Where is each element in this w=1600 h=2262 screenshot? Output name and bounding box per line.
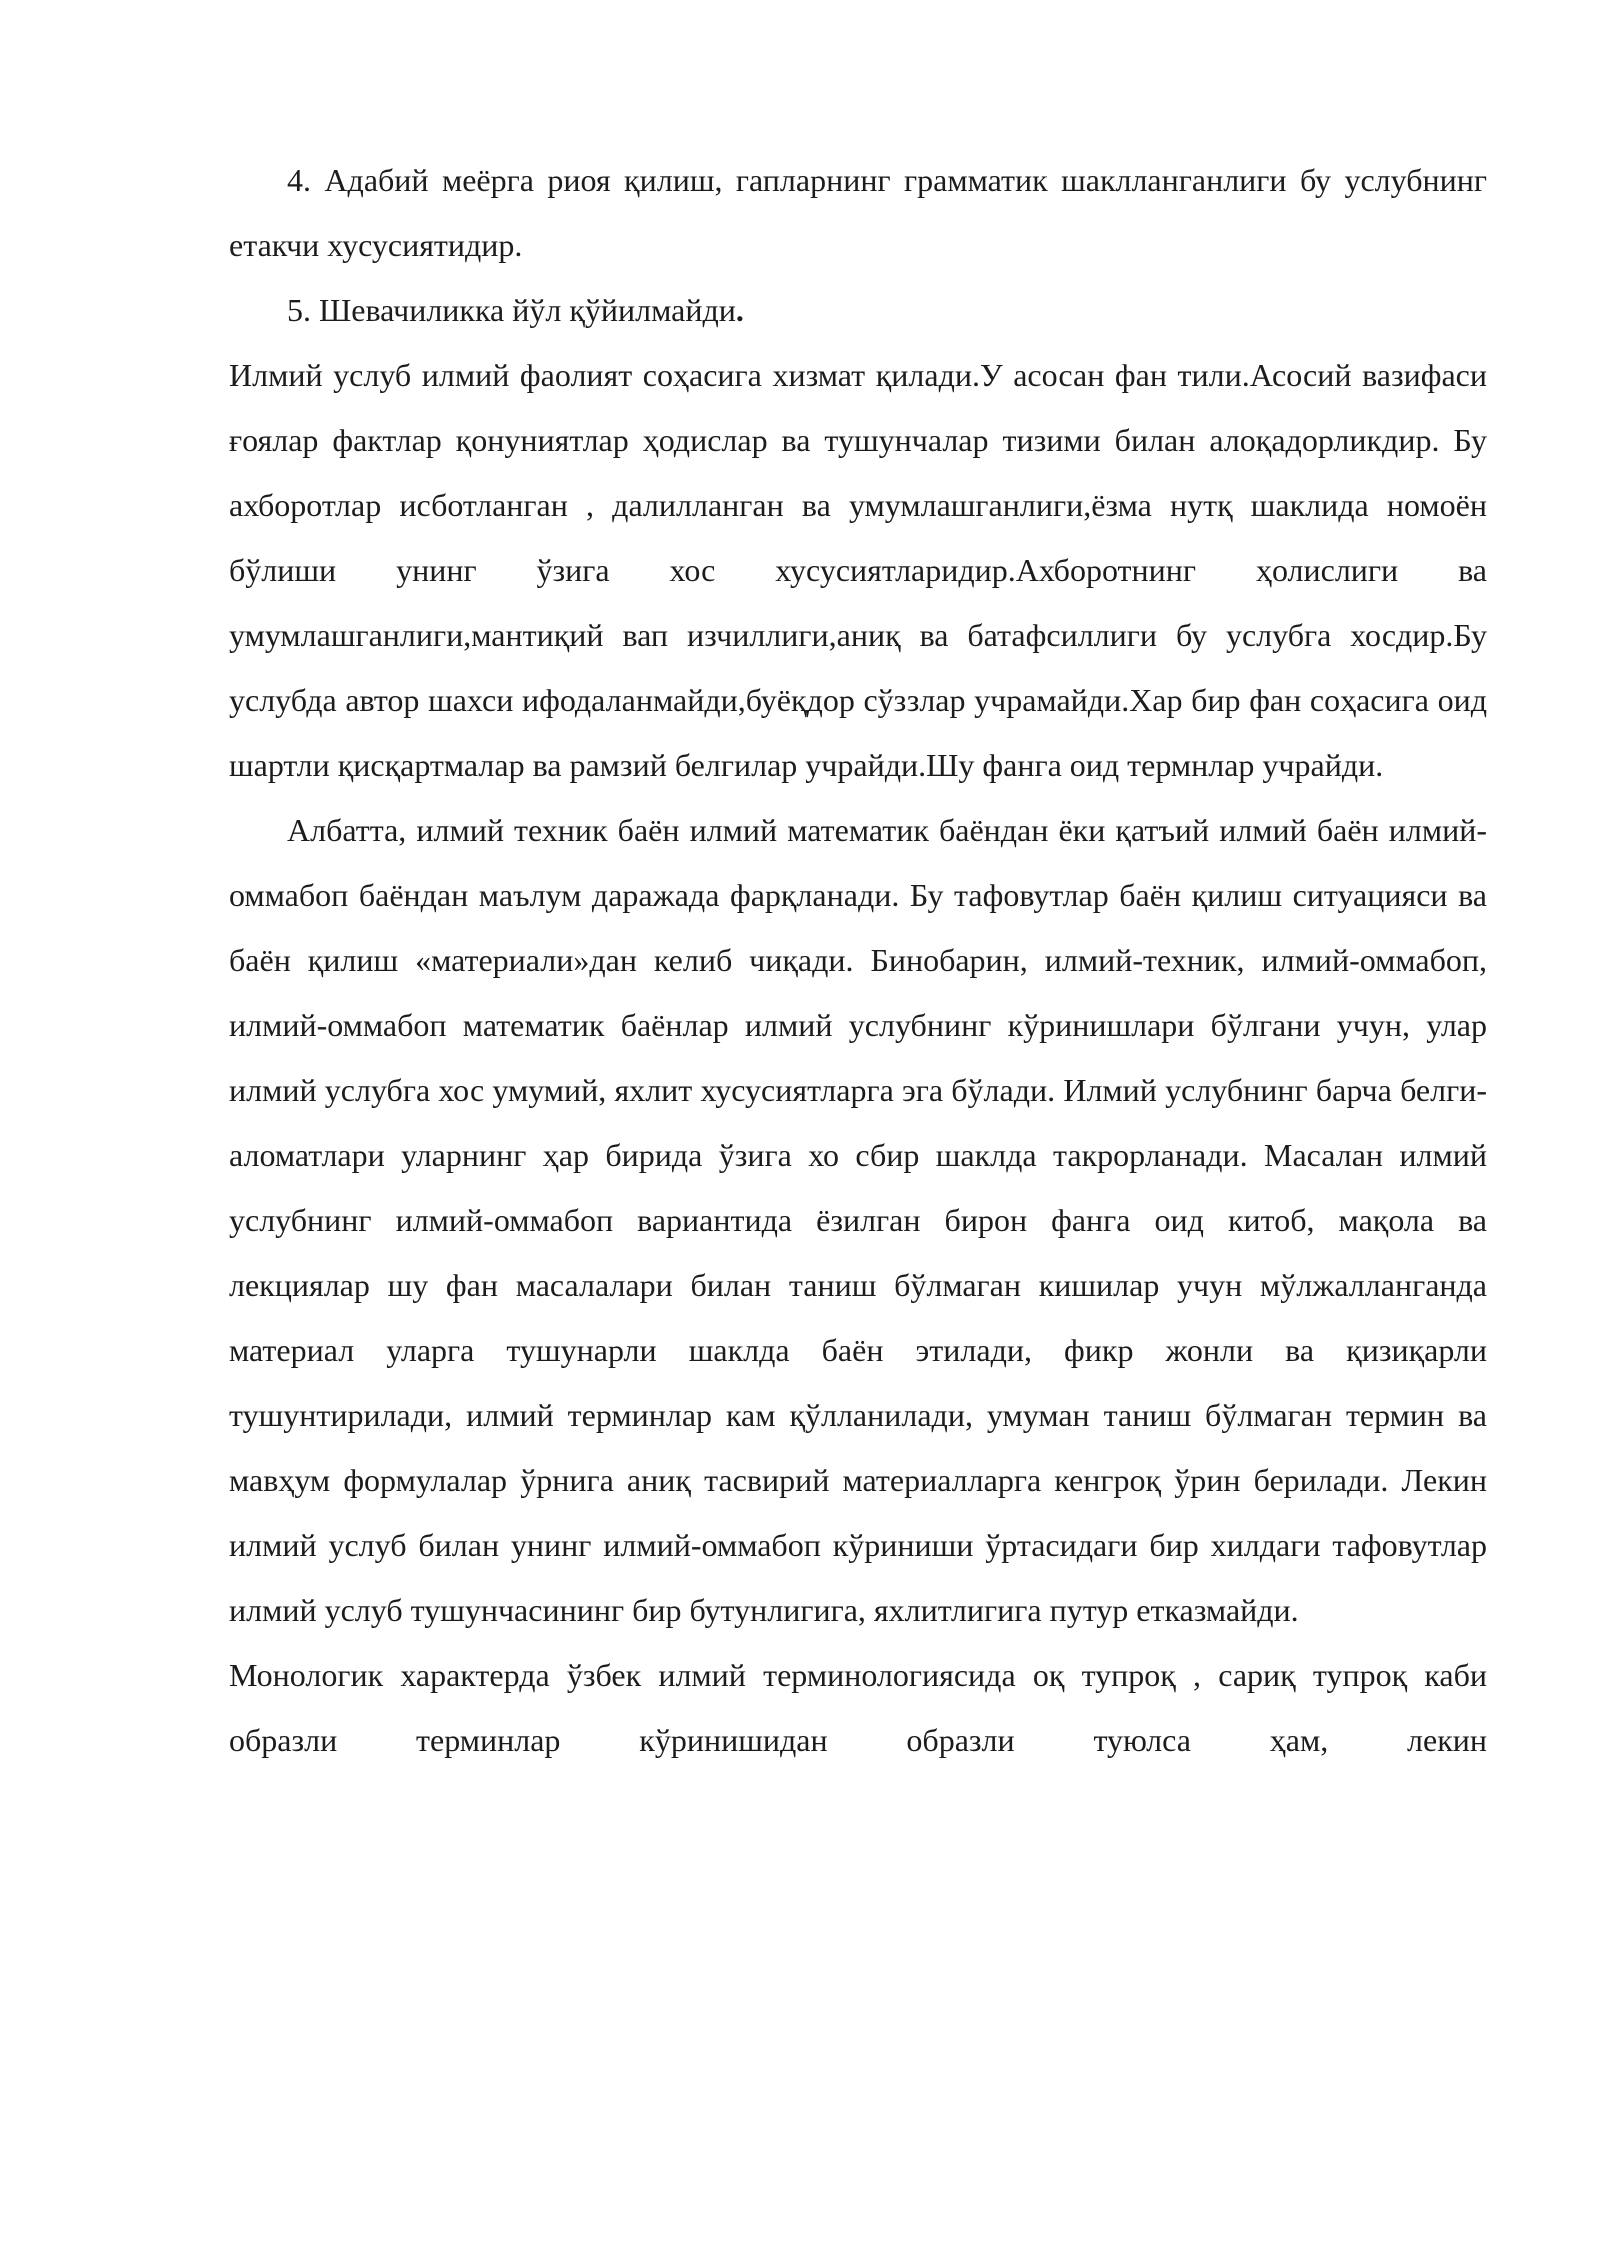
- paragraph-scientific-style: Илмий услуб илмий фаолият соҳасига хизмат қилади.У асосан фан тили.Асосий вазифаси ғоялар фактлар қонуниятлар ҳодислар ва тушунчалар тизими билан алоқадорликдир. Бу ахборотлар исботланган , далилланган ва умумлашганлиги,ёзма нутқ шаклида номоён бўлиши унинг ўзига хос хусусиятларидир.Ахборотнинг ҳолислиги ва умумлашганлиги,мантиқий вап изчиллиги,аниқ ва батафсиллиги бу услубга хосдир.Бу услубда автор шахси ифодаланмайди,буёқдор сўззлар учрамайди.Хар бир фан соҳасига оид шартли қисқартмалар ва рамзий белгилар учрайди.Шу фанга оид термнлар учрайди.: [229, 357, 1487, 783]
- list-item-5: [229, 278, 1487, 343]
- paragraph-albatta: Албатта, илмий техник баён илмий математик баёндан ёки қатъий илмий баён илмий-оммабоп баёндан маълум даражада фарқланади. Бу тафовутлар баён қилиш ситуацияси ва баён қилиш «материали»дан келиб чиқади. Бинобарин, илмий-техник, илмий-оммабоп, илмий-оммабоп математик баёнлар илмий услубнинг кўринишлари бўлгани учун, улар илмий услубга хос умумий, яхлит хусусиятларга эга бўлади. Илмий услубнинг барча белги-аломатлари уларнинг ҳар бирида ўзига хо сбир шаклда такрорланади. Масалан илмий услубнинг илмий-оммабоп вариантида ёзилган бирон фанга оид китоб, мақола ва лекциялар шу фан масалалари билан таниш бўлмаган кишилар учун мўлжалланганда материал уларга тушунарли шаклда баён этилади, фикр жонли ва қизиқарли тушунтирилади, илмий терминлар кам қўлланилади, умуман таниш бўлмаган термин ва мавҳум формулалар ўрнига аниқ тасвирий материалларга кенгроқ ўрин берилади. Лекин илмий услуб билан унинг илмий-оммабоп кўриниши ўртасидаги бир хилдаги тафовутлар илмий услуб тушунчасининг бир бутунлигига, яхлитлигига путур етказмайди.: [229, 812, 1487, 1628]
- list-item-5-text: 5. Шевачиликка йўл қўйилмайди: [287, 292, 736, 328]
- document-page: [229, 148, 1487, 1773]
- list-item-4: 4. Адабий меёрга риоя қилиш, гапларнинг грамматик шаклланганлиги бу услубнинг етакчи хусусиятидир.: [229, 162, 1487, 263]
- list-item-5-period: .: [735, 292, 744, 328]
- paragraph-monologic: Монологик характерда ўзбек илмий терминологиясида оқ тупроқ , сариқ тупроқ каби образли терминлар кўринишидан образли туюлса ҳам, лекин: [229, 1657, 1487, 1758]
